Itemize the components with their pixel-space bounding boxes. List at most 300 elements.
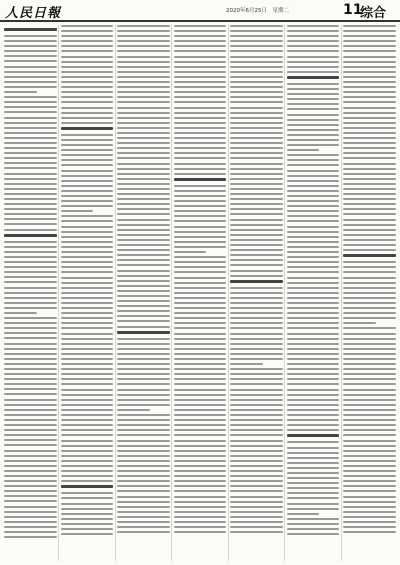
text-line-placeholder [343,302,396,304]
text-line-placeholder [287,164,340,166]
text-line-placeholder [117,331,170,334]
text-line-placeholder [343,198,396,200]
text-line-placeholder [4,312,37,314]
text-line-placeholder [4,465,57,467]
text-line-placeholder [174,455,227,457]
text-line-placeholder [61,518,114,520]
text-line-placeholder [61,134,114,136]
text-line-placeholder [4,475,57,477]
text-line-placeholder [343,239,396,241]
text-line-placeholder [174,152,227,154]
text-line-placeholder [61,475,114,477]
text-line-placeholder [174,526,227,528]
text-line-placeholder [174,178,227,181]
text-line-placeholder [287,282,340,284]
text-line-placeholder [61,404,114,406]
text-line-placeholder [61,139,114,141]
text-line-placeholder [287,317,340,319]
text-line-placeholder [4,490,57,492]
text-line-placeholder [343,76,396,78]
text-line-placeholder [4,147,57,149]
text-line-placeholder [287,114,340,116]
text-line-placeholder [117,394,170,396]
text-line-placeholder [343,219,396,221]
text-line-placeholder [343,338,396,340]
text-line-placeholder [174,343,227,345]
text-line-placeholder [117,424,170,426]
text-line-placeholder [230,40,283,42]
text-line-placeholder [174,215,227,217]
text-line-placeholder [61,50,114,52]
text-line-placeholder [343,188,396,190]
text-line-placeholder [61,528,114,530]
text-line-placeholder [117,50,170,52]
text-line-placeholder [117,496,170,498]
text-line-placeholder [61,373,114,375]
text-line-placeholder [343,183,396,185]
text-line-placeholder [4,506,57,508]
text-line-placeholder [174,266,227,268]
text-line-placeholder [174,419,227,421]
text-line-placeholder [117,157,170,159]
text-line-placeholder [343,460,396,462]
text-line-placeholder [230,531,283,533]
text-line-placeholder [343,450,396,452]
text-line-placeholder [117,127,170,129]
text-line-placeholder [343,56,396,58]
text-line-placeholder [230,302,283,304]
text-line-placeholder [287,523,340,525]
text-line-placeholder [230,30,283,32]
text-line-placeholder [287,419,340,421]
text-line-placeholder [4,218,57,220]
text-line-placeholder [287,45,340,47]
text-line-placeholder [287,124,340,126]
text-line-placeholder [287,457,340,459]
text-line-placeholder [174,231,227,233]
date-line: 2020年6月25日 星期二 [226,8,289,14]
text-line-placeholder [4,363,57,365]
text-line-placeholder [61,30,114,32]
text-line-placeholder [230,363,263,365]
text-line-placeholder [117,511,170,513]
text-line-placeholder [117,290,170,292]
text-line-placeholder [4,450,57,452]
text-line-placeholder [343,373,396,375]
text-line-placeholder [287,482,340,484]
text-line-placeholder [61,35,114,37]
text-line-placeholder [61,61,114,63]
text-line-placeholder [230,254,283,256]
text-line-placeholder [287,409,340,411]
text-line-placeholder [287,159,340,161]
text-line-placeholder [287,76,340,79]
text-line-placeholder [287,467,340,469]
text-line-placeholder [287,343,340,345]
text-line-placeholder [4,485,57,487]
text-line-placeholder [287,119,340,121]
text-line-placeholder [230,91,283,93]
text-line-placeholder [117,490,170,492]
text-line-placeholder [287,492,340,494]
text-line-placeholder [61,470,114,472]
text-line-placeholder [117,86,170,88]
text-line-placeholder [117,315,170,317]
text-line-placeholder [61,241,114,243]
text-line-placeholder [117,45,170,47]
text-line-placeholder [4,183,57,185]
text-line-placeholder [117,320,170,322]
text-line-placeholder [4,343,57,345]
text-line-placeholder [61,40,114,42]
text-line-placeholder [4,122,57,124]
text-line-placeholder [343,317,396,319]
text-line-placeholder [4,142,57,144]
text-line-placeholder [174,327,227,329]
text-line-placeholder [230,368,283,370]
text-line-placeholder [343,516,396,518]
text-line-placeholder [230,147,283,149]
text-line-placeholder [287,251,340,253]
text-line-placeholder [230,198,283,200]
text-line-placeholder [287,61,340,63]
text-line-placeholder [343,424,396,426]
text-line-placeholder [4,332,57,334]
text-line-placeholder [117,61,170,63]
text-line-placeholder [287,56,340,58]
text-line-placeholder [174,261,227,263]
text-line-placeholder [61,307,114,309]
text-line-placeholder [230,112,283,114]
text-line-placeholder [4,157,57,159]
text-line-placeholder [287,338,340,340]
column-divider [58,25,59,561]
column-divider [115,25,116,561]
text-line-placeholder [287,508,340,510]
text-line-placeholder [117,71,170,73]
text-line-placeholder [343,152,396,154]
text-line-placeholder [343,25,396,27]
text-line-placeholder [174,101,227,103]
text-line-placeholder [230,327,283,329]
text-line-placeholder [174,302,227,304]
text-line-placeholder [4,71,57,73]
text-line-placeholder [230,122,283,124]
text-line-placeholder [287,429,340,431]
text-line-placeholder [4,373,57,375]
text-line-placeholder [287,399,340,401]
text-line-placeholder [117,310,170,312]
text-line-placeholder [287,307,340,309]
text-line-placeholder [4,271,57,273]
text-line-placeholder [61,231,114,233]
text-line-placeholder [61,317,114,319]
text-line-placeholder [174,460,227,462]
text-line-placeholder [4,117,57,119]
text-line-placeholder [4,188,57,190]
text-line-placeholder [343,112,396,114]
text-line-placeholder [4,434,57,436]
text-line-placeholder [4,404,57,406]
text-line-placeholder [61,164,114,166]
text-line-placeholder [287,528,340,530]
text-line-placeholder [61,251,114,253]
text-line-placeholder [230,429,283,431]
text-line-placeholder [174,56,227,58]
text-line-placeholder [117,305,170,307]
text-line-placeholder [61,81,114,83]
text-line-placeholder [343,363,396,365]
text-line-placeholder [230,516,283,518]
text-line-placeholder [174,490,227,492]
text-line-placeholder [343,127,396,129]
text-line-placeholder [230,234,283,236]
text-line-placeholder [287,226,340,228]
text-line-placeholder [61,66,114,68]
text-line-placeholder [61,25,114,27]
text-line-placeholder [4,28,57,31]
text-line-placeholder [174,112,227,114]
text-line-placeholder [61,460,114,462]
text-line-placeholder [343,137,396,139]
text-line-placeholder [230,496,283,498]
text-line-placeholder [287,40,340,42]
column-divider [284,25,285,561]
text-line-placeholder [230,66,283,68]
text-line-placeholder [343,271,396,273]
text-line-placeholder [230,409,283,411]
text-line-placeholder [287,261,340,263]
text-line-placeholder [117,348,170,350]
article-column-4 [174,25,227,561]
text-line-placeholder [61,287,114,289]
text-line-placeholder [230,142,283,144]
text-line-placeholder [174,35,227,37]
text-line-placeholder [117,300,170,302]
text-line-placeholder [61,266,114,268]
text-line-placeholder [287,154,340,156]
text-line-placeholder [343,470,396,472]
text-line-placeholder [61,508,114,510]
text-line-placeholder [343,163,396,165]
text-line-placeholder [174,480,227,482]
text-line-placeholder [230,501,283,503]
text-line-placeholder [230,434,283,436]
text-line-placeholder [230,229,283,231]
text-line-placeholder [4,106,57,108]
text-line-placeholder [117,178,170,180]
text-line-placeholder [61,450,114,452]
text-line-placeholder [343,193,396,195]
article-column-2 [61,25,114,561]
text-line-placeholder [174,378,227,380]
text-line-placeholder [287,144,340,146]
text-line-placeholder [61,180,114,182]
text-line-placeholder [174,163,227,165]
text-line-placeholder [174,383,227,385]
text-line-placeholder [117,81,170,83]
text-line-placeholder [287,358,340,360]
text-line-placeholder [4,162,57,164]
text-line-placeholder [117,465,170,467]
text-line-placeholder [61,409,114,411]
text-line-placeholder [4,40,57,42]
text-line-placeholder [287,277,340,279]
text-line-placeholder [117,259,170,261]
text-line-placeholder [117,275,170,277]
text-line-placeholder [117,40,170,42]
text-line-placeholder [343,244,396,246]
text-line-placeholder [4,368,57,370]
text-line-placeholder [117,193,170,195]
text-line-placeholder [117,117,170,119]
text-line-placeholder [287,71,340,73]
text-line-placeholder [117,485,170,487]
text-line-placeholder [4,358,57,360]
text-line-placeholder [287,139,340,141]
text-line-placeholder [61,503,114,505]
text-line-placeholder [4,399,57,401]
text-line-placeholder [343,409,396,411]
text-line-placeholder [61,45,114,47]
text-line-placeholder [117,409,150,411]
text-line-placeholder [230,188,283,190]
text-line-placeholder [117,219,170,221]
text-line-placeholder [117,343,170,345]
text-line-placeholder [230,394,283,396]
text-line-placeholder [117,203,170,205]
text-line-placeholder [174,226,227,228]
text-line-placeholder [343,465,396,467]
text-line-placeholder [287,180,340,182]
text-line-placeholder [174,516,227,518]
text-line-placeholder [117,285,170,287]
text-line-placeholder [287,368,340,370]
text-line-placeholder [230,168,283,170]
text-line-placeholder [174,210,227,212]
text-line-placeholder [61,236,114,238]
text-line-placeholder [4,348,57,350]
text-line-placeholder [61,195,114,197]
text-line-placeholder [230,239,283,241]
text-line-placeholder [230,373,283,375]
text-line-placeholder [343,101,396,103]
text-line-placeholder [61,220,114,222]
text-line-placeholder [230,419,283,421]
text-line-placeholder [174,470,227,472]
text-line-placeholder [4,81,57,83]
text-line-placeholder [174,404,227,406]
text-line-placeholder [230,358,283,360]
article-column-6 [287,25,340,561]
text-line-placeholder [343,45,396,47]
text-line-placeholder [287,266,340,268]
text-line-placeholder [4,198,57,200]
text-line-placeholder [343,389,396,391]
text-line-placeholder [4,35,57,37]
text-line-placeholder [4,429,57,431]
text-line-placeholder [287,462,340,464]
text-line-placeholder [61,429,114,431]
text-line-placeholder [287,441,340,443]
text-line-placeholder [174,117,227,119]
text-line-placeholder [174,424,227,426]
text-line-placeholder [287,50,340,52]
text-line-placeholder [343,287,396,289]
text-line-placeholder [230,86,283,88]
text-line-placeholder [61,368,114,370]
text-line-placeholder [4,241,57,243]
text-line-placeholder [61,271,114,273]
text-line-placeholder [117,389,170,391]
text-line-placeholder [287,190,340,192]
text-line-placeholder [174,511,227,513]
text-line-placeholder [174,271,227,273]
text-line-placeholder [117,244,170,246]
text-line-placeholder [61,205,114,207]
text-line-placeholder [4,536,57,538]
text-line-placeholder [4,111,57,113]
text-line-placeholder [287,389,340,391]
text-line-placeholder [287,129,340,131]
text-line-placeholder [174,122,227,124]
text-line-placeholder [343,353,396,355]
text-line-placeholder [4,460,57,462]
text-line-placeholder [4,521,57,523]
text-line-placeholder [174,312,227,314]
text-line-placeholder [4,45,57,47]
text-line-placeholder [4,203,57,205]
text-line-placeholder [117,521,170,523]
text-line-placeholder [4,86,57,88]
text-line-placeholder [61,154,114,156]
text-line-placeholder [4,152,57,154]
column-divider [171,25,172,561]
text-line-placeholder [343,224,396,226]
text-line-placeholder [174,137,227,139]
text-line-placeholder [4,178,57,180]
text-line-placeholder [230,259,283,261]
text-line-placeholder [174,338,227,340]
text-line-placeholder [287,175,340,177]
text-line-placeholder [230,45,283,47]
text-line-placeholder [61,419,114,421]
text-line-placeholder [61,112,114,114]
text-line-placeholder [4,526,57,528]
text-line-placeholder [230,208,283,210]
text-line-placeholder [174,246,227,248]
text-line-placeholder [174,157,227,159]
text-line-placeholder [61,378,114,380]
text-line-placeholder [343,91,396,93]
text-line-placeholder [61,86,114,88]
text-line-placeholder [343,327,396,329]
text-line-placeholder [287,452,340,454]
text-line-placeholder [174,76,227,78]
text-line-placeholder [287,414,340,416]
text-line-placeholder [343,229,396,231]
text-line-placeholder [174,96,227,98]
text-line-placeholder [174,220,227,222]
text-line-placeholder [174,282,227,284]
text-line-placeholder [4,511,57,513]
text-line-placeholder [230,470,283,472]
text-line-placeholder [343,429,396,431]
text-line-placeholder [287,503,340,505]
text-line-placeholder [174,241,227,243]
text-line-placeholder [174,465,227,467]
text-line-placeholder [61,282,114,284]
